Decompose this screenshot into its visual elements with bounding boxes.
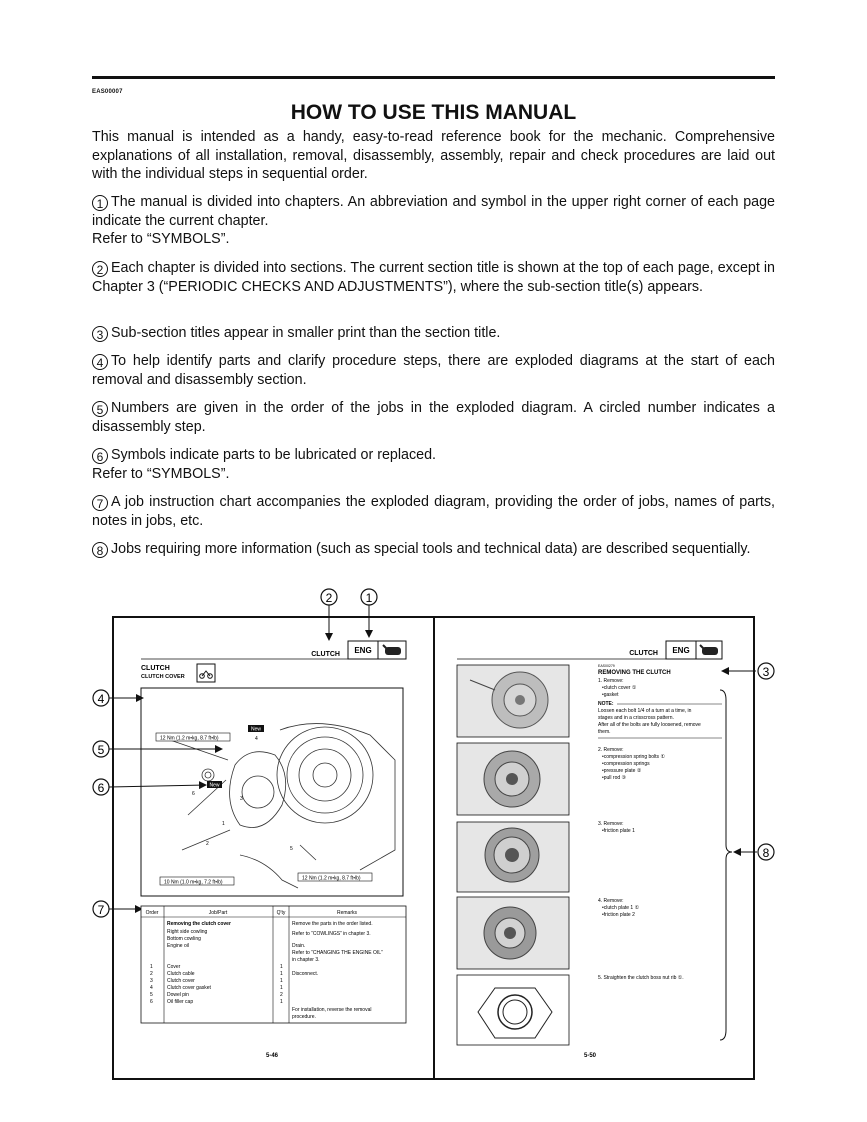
callout-8 <box>758 844 774 860</box>
svg-text:1: 1 <box>150 964 153 970</box>
svg-text:Loosen each bolt 1/4 of a turn: Loosen each bolt 1/4 of a turn at a time, in <box>598 708 692 714</box>
photo-4 <box>457 897 569 969</box>
svg-text:6: 6 <box>192 791 195 797</box>
svg-text:Q'ty: Q'ty <box>276 910 286 916</box>
svg-text:REMOVING THE CLUTCH: REMOVING THE CLUTCH <box>598 670 671 676</box>
left-header-section: CLUTCH <box>311 651 340 658</box>
svg-text:3. Remove:: 3. Remove: <box>598 821 624 827</box>
photo-3 <box>457 822 569 892</box>
page-title: HOW TO USE THIS MANUAL <box>290 101 577 124</box>
svg-text:2: 2 <box>206 841 209 847</box>
right-page-text <box>598 664 722 981</box>
photo-2 <box>457 743 569 815</box>
circled-number: 1 <box>92 195 108 211</box>
left-section-title: CLUTCH <box>141 665 170 672</box>
svg-text:Dowel pin: Dowel pin <box>167 992 189 998</box>
svg-text:1: 1 <box>280 999 283 1005</box>
svg-text:7: 7 <box>97 903 105 917</box>
svg-text:them.: them. <box>598 729 611 735</box>
svg-text:Drain.: Drain. <box>292 943 306 949</box>
svg-text:New: New <box>250 726 262 733</box>
drawing-5 <box>457 975 569 1045</box>
svg-text:For installation, reverse the: For installation, reverse the removal <box>292 1007 372 1013</box>
svg-text:2: 2 <box>325 591 333 605</box>
svg-text:2: 2 <box>150 971 153 977</box>
item-5: 5 Numbers are given in the order of the jobs in the exploded diagram. A circled number indicates a disassembly step. <box>92 400 775 435</box>
svg-text:1. Remove:: 1. Remove: <box>598 678 624 684</box>
svg-text:procedure.: procedure. <box>292 1014 316 1020</box>
document-code: EAS00007 <box>92 89 123 95</box>
item-7: 7 A job instruction chart accompanies the exploded diagram, providing the order of jobs, names of parts, notes in jobs, etc. <box>92 494 775 529</box>
svg-text:Job/Part: Job/Part <box>208 910 228 916</box>
callout-4 <box>93 690 109 706</box>
svg-text:Disconnect.: Disconnect. <box>292 971 319 977</box>
item-3: 3 Sub-section titles appear in smaller print than the section title. <box>92 324 775 343</box>
svg-text:1: 1 <box>280 964 283 970</box>
svg-text:5. Straighten the clutch boss: 5. Straighten the clutch boss nut rib ①. <box>598 975 684 981</box>
callout-5 <box>93 741 109 757</box>
svg-text:•pull rod ③: •pull rod ③ <box>602 775 627 781</box>
torque-label-2 <box>160 877 234 886</box>
svg-text:After all of the bolts are ful: After all of the bolts are fully loosened, remove <box>598 722 701 728</box>
svg-text:stages and in a crisscross pat: stages and in a crisscross pattern. <box>598 715 674 721</box>
svg-text:Cover: Cover <box>167 964 181 970</box>
svg-text:3: 3 <box>762 665 770 679</box>
right-brace <box>720 690 732 1040</box>
circled-number: 6 <box>92 448 108 464</box>
svg-text:5: 5 <box>97 743 105 757</box>
item-1: 1 The manual is divided into chapters. An abbreviation and symbol in the upper right corner of each page indicate the current chapter. Refer to “SYMBOLS”. <box>92 194 775 247</box>
callout-7 <box>93 901 109 917</box>
svg-text:in chapter 3.: in chapter 3. <box>292 957 320 963</box>
svg-text:Clutch cover gasket: Clutch cover gasket <box>167 985 211 991</box>
item-2: 2 Each chapter is divided into sections. The current section title is shown at the top of each page, except in Chapter 3 (“PERIODIC CHECKS AND ADJUSTMENTS”), where the sub-section title(s) appears. <box>92 260 775 295</box>
svg-text:2: 2 <box>280 992 283 998</box>
new-label-1 <box>248 725 264 733</box>
svg-text:4. Remove:: 4. Remove: <box>598 898 624 904</box>
callout-2 <box>321 589 337 605</box>
right-page-number: 5-50 <box>583 1053 597 1059</box>
item-4: 4 To help identify parts and clarify procedure steps, there are exploded diagrams at the start of each removal and disassembly section. <box>92 353 775 388</box>
svg-text:4: 4 <box>150 985 153 991</box>
intro-paragraph: This manual is intended as a handy, easy-to-read reference book for the mechanic. Comprehensive explanations of all installation, removal, disassembly, assembly, repair and check procedures are laid out with the individual steps in sequential order. <box>92 129 775 182</box>
svg-text:5: 5 <box>290 846 293 852</box>
svg-text:Removing the clutch cover: Removing the clutch cover <box>167 921 231 927</box>
left-header-chapter: ENG <box>354 646 372 655</box>
svg-text:2. Remove:: 2. Remove: <box>598 747 624 753</box>
callout-3 <box>758 663 774 679</box>
svg-text:4: 4 <box>97 692 105 706</box>
svg-text:•pressure plate ②: •pressure plate ② <box>602 768 642 774</box>
svg-text:12 Nm (1.2 m•kg, 8.7 ft•lb): 12 Nm (1.2 m•kg, 8.7 ft•lb) <box>160 735 219 742</box>
svg-text:1: 1 <box>280 971 283 977</box>
circled-number: 3 <box>92 326 108 342</box>
svg-text:NOTE:: NOTE: <box>598 701 614 707</box>
circled-number: 5 <box>92 401 108 417</box>
svg-text:6: 6 <box>97 781 105 795</box>
svg-text:Order: Order <box>145 910 159 916</box>
svg-text:8: 8 <box>762 846 770 860</box>
svg-text:Remove the parts in the order: Remove the parts in the order listed. <box>292 921 373 927</box>
svg-text:1: 1 <box>280 985 283 991</box>
svg-text:Clutch cable: Clutch cable <box>167 971 195 977</box>
svg-text:Remarks: Remarks <box>336 910 358 916</box>
svg-text:10 Nm (1.0 m•kg, 7.2 ft•lb): 10 Nm (1.0 m•kg, 7.2 ft•lb) <box>164 879 223 886</box>
svg-text:•friction plate 1: •friction plate 1 <box>602 828 635 834</box>
circled-number: 2 <box>92 261 108 277</box>
svg-text:1: 1 <box>280 978 283 984</box>
circled-number: 7 <box>92 495 108 511</box>
svg-text:3: 3 <box>150 978 153 984</box>
torque-label-3 <box>298 873 372 882</box>
svg-text:New: New <box>209 782 220 789</box>
callout-6 <box>93 779 109 795</box>
svg-text:Right side cowling: Right side cowling <box>167 929 208 935</box>
svg-text:Refer to “COWLINGS” in chapter: Refer to “COWLINGS” in chapter 3. <box>292 931 371 937</box>
svg-text:3: 3 <box>240 796 243 802</box>
svg-text:1: 1 <box>222 821 225 827</box>
callout-1 <box>361 589 377 605</box>
svg-text:•gasket: •gasket <box>602 692 619 698</box>
svg-text:EAS00279: EAS00279 <box>598 664 615 668</box>
svg-text:Oil filler cap: Oil filler cap <box>167 999 194 1005</box>
svg-text:5: 5 <box>150 992 153 998</box>
svg-text:Refer to “CHANGING THE ENGINE: Refer to “CHANGING THE ENGINE OIL” <box>292 950 383 956</box>
svg-text:Engine oil: Engine oil <box>167 943 189 949</box>
photo-1 <box>457 665 569 737</box>
svg-text:•friction plate 2: •friction plate 2 <box>602 912 635 918</box>
torque-label-1 <box>156 733 230 742</box>
circled-number: 8 <box>92 542 108 558</box>
svg-text:12 Nm (1.2 m•kg, 8.7 ft•lb): 12 Nm (1.2 m•kg, 8.7 ft•lb) <box>302 875 361 882</box>
right-header-section: CLUTCH <box>629 650 658 657</box>
new-label-2 <box>207 781 222 789</box>
svg-text:4: 4 <box>255 736 258 742</box>
svg-text:Clutch cover: Clutch cover <box>167 978 195 984</box>
left-page-number: 5-46 <box>265 1053 279 1059</box>
job-instruction-table <box>141 906 406 1023</box>
svg-text:•compression spring bolts ①: •compression spring bolts ① <box>602 754 665 760</box>
svg-text:•clutch plate 1 ①: •clutch plate 1 ① <box>602 905 640 911</box>
svg-text:Bottom cowling: Bottom cowling <box>167 936 201 942</box>
item-6: 6 Symbols indicate parts to be lubricated or replaced. Refer to “SYMBOLS”. <box>92 447 437 482</box>
svg-text:1: 1 <box>365 591 373 605</box>
svg-text:•compression springs: •compression springs <box>602 761 650 767</box>
svg-text:•clutch cover ①: •clutch cover ① <box>602 685 637 691</box>
circled-number: 4 <box>92 354 108 370</box>
left-subsection-title: CLUTCH COVER <box>141 674 185 680</box>
svg-text:6: 6 <box>150 999 153 1005</box>
right-header-chapter: ENG <box>672 646 690 655</box>
exploded-diagram <box>141 688 403 896</box>
item-8: 8 Jobs requiring more information (such as special tools and technical data) are described sequentially. <box>92 540 775 559</box>
